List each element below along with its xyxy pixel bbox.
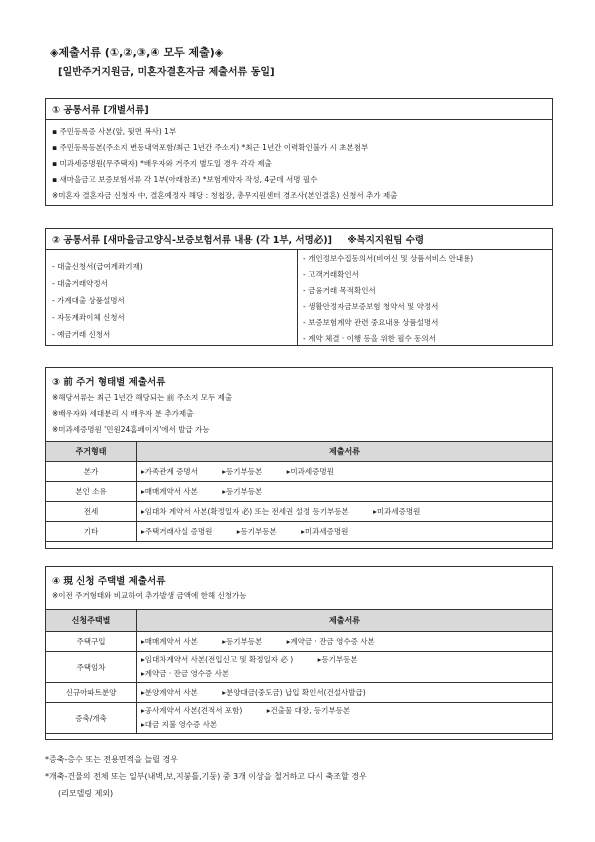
- list-item: ▪ 주민등록등본(주소지 변동내역포함/최근 1년간 주소지) *최근 1년간 이력확인불가 시 초본첨부: [52, 143, 369, 152]
- document-line: [141, 653, 548, 667]
- document-title: ◈제출서류 (①,②,③,④ 모두 제출)◈: [50, 46, 224, 59]
- note: ※해당서류는 최근 1년간 해당되는 前 주소지 모두 제출: [52, 393, 233, 402]
- list-item: ▪ 주민등록증 사본(앞, 뒷면 복사) 1부: [52, 127, 177, 136]
- table-row: [46, 502, 553, 522]
- list-item: ▪ 미과세증명원(무주택자) *배우자와 거주지 별도일 경우 각각 제출: [52, 159, 272, 168]
- list-item: - 개인정보수집동의서(비여신 및 상품서비스 안내용): [303, 254, 474, 263]
- section-heading: [46, 229, 552, 250]
- list-item: ※미혼자 결혼자금 신청자 中, 결혼예정자 해당 : 청첩장, 총무지원센터 경조사(본인결혼) 신청서 추가 제출: [52, 191, 398, 200]
- document-line: [141, 704, 548, 718]
- section-previous-residence: [45, 367, 553, 549]
- list-item: - 계약 체결 · 이행 등을 위한 필수 동의서: [303, 334, 436, 343]
- residence-type: 기타: [46, 522, 137, 542]
- table-row: [46, 652, 553, 683]
- document-item: ▸등기부등본: [317, 655, 358, 664]
- documents-cell: [137, 502, 553, 522]
- previous-residence-table: [45, 441, 553, 542]
- table-row: [46, 632, 553, 652]
- documents-cell: [137, 703, 553, 734]
- document-line: [141, 718, 548, 732]
- document-item: ▸분양계약서 사본: [141, 688, 198, 697]
- table-row: [46, 462, 553, 482]
- column-header: 제출서류: [137, 442, 553, 462]
- housing-type: 주택구입: [46, 632, 137, 652]
- footnote: (리모델링 제외): [58, 789, 114, 798]
- housing-type: 주택임차: [46, 652, 137, 683]
- section-heading: ③ 前 주거 형태별 제출서류: [52, 377, 166, 388]
- column-header: 신청주택별: [46, 610, 137, 632]
- document-item: ▸공사계약서 사본(견적서 포함): [141, 706, 243, 715]
- document-item: ▸계약금 · 잔금 영수증 사본: [286, 637, 375, 646]
- document-item: ▸등기부등본: [236, 527, 277, 536]
- column-divider: [297, 250, 298, 345]
- note: ※미과세증명원 '민원24홈페이지'에서 발급 가능: [52, 425, 210, 434]
- document-item: ▸계약금 · 잔금 영수증 사본: [141, 669, 230, 678]
- documents-cell: [137, 652, 553, 683]
- residence-type: 본인 소유: [46, 482, 137, 502]
- list-item: - 예금거래 신청서: [52, 330, 111, 339]
- footnote: *증축-층수 또는 전용면적을 늘릴 경우: [45, 755, 178, 764]
- document-item: ▸대금 지불 영수증 사본: [141, 720, 218, 729]
- list-item: - 금융거래 목적확인서: [303, 286, 376, 295]
- table-header-row: [46, 610, 553, 632]
- table-header-row: [46, 442, 553, 462]
- list-item: ▪ 새마을금고 보증보험서류 각 1부(아래참조) *보험계약자 작성, 4군데 서명 필수: [52, 175, 318, 184]
- list-item: - 자동계좌이체 신청서: [52, 313, 125, 322]
- section-heading: ④ 現 신청 주택별 제출서류: [52, 576, 166, 587]
- housing-type: 신규아파트분양: [46, 683, 137, 703]
- document-item: ▸가족관계 증명서: [141, 467, 198, 476]
- note: ※배우자와 세대분리 시 배우자 분 추가제출: [52, 409, 194, 418]
- document-item: ▸미과세증명원: [373, 507, 421, 516]
- document-item: ▸주택거래사실 증명원: [141, 527, 213, 536]
- column-header: 주거형태: [46, 442, 137, 462]
- table-row: [46, 683, 553, 703]
- list-item: - 대출거래약정서: [52, 279, 108, 288]
- list-item: - 가계대출 상품설명서: [52, 296, 125, 305]
- section-heading-text: ② 공통서류 [새마을금고양식-보증보험서류 내용 (각 1부, 서명必)]: [52, 235, 332, 246]
- document-item: ▸등기부등본: [222, 467, 263, 476]
- table-row: [46, 522, 553, 542]
- column-header: 제출서류: [137, 610, 553, 632]
- documents-cell: [137, 632, 553, 652]
- document-item: ▸등기부등본: [222, 637, 263, 646]
- current-housing-table: [45, 609, 553, 734]
- document-item: ▸매매계약서 사본: [141, 487, 198, 496]
- section-heading-note: ※복지지원팀 수령: [347, 235, 425, 246]
- footnote: *개축-건물의 전체 또는 일부(내벽,보,지붕틀,기둥) 중 3개 이상을 철거하고 다시 축조할 경우: [45, 772, 367, 781]
- document-item: ▸등기부등본: [222, 487, 263, 496]
- table-row: [46, 703, 553, 734]
- documents-cell: [137, 462, 553, 482]
- section-heading: ① 공통서류 [개별서류]: [46, 99, 552, 120]
- documents-cell: [137, 683, 553, 703]
- residence-type: 전세: [46, 502, 137, 522]
- documents-cell: [137, 482, 553, 502]
- residence-type: 본가: [46, 462, 137, 482]
- document-subtitle: [일반주거지원금, 미혼자결혼자금 제출서류 동일]: [58, 67, 275, 78]
- section-common-mg-forms: [45, 228, 553, 346]
- note: ※이전 주거형태와 비교하여 추가발생 금액에 한해 신청가능: [52, 591, 247, 600]
- list-item: - 생활안정자금보증보험 청약서 및 약정서: [303, 302, 439, 311]
- table-row: [46, 482, 553, 502]
- document-item: ▸분양대금(중도금) 납입 확인서(건설사발급): [222, 688, 366, 697]
- document-item: ▸미과세증명원: [286, 467, 334, 476]
- list-item: - 보증보험계약 관련 중요내용 상품설명서: [303, 318, 439, 327]
- document-item: ▸미과세증명원: [301, 527, 349, 536]
- document-item: ▸임대차 계약서 사본(확정일자 必) 또는 전세권 설정 등기부등본: [141, 507, 349, 516]
- document-item: ▸임대차계약서 사본(전입신고 및 확정일자 必 ): [141, 655, 294, 664]
- documents-cell: [137, 522, 553, 542]
- housing-type: 증축/개축: [46, 703, 137, 734]
- list-item: - 고객거래확인서: [303, 270, 359, 279]
- document-item: ▸매매계약서 사본: [141, 637, 198, 646]
- section-current-housing: [45, 566, 553, 740]
- document-line: [141, 667, 548, 681]
- document-item: ▸건출물 대장, 등기부등본: [266, 706, 351, 715]
- section-common-individual: [45, 98, 553, 206]
- list-item: - 대출신청서(급여계좌기재): [52, 262, 143, 271]
